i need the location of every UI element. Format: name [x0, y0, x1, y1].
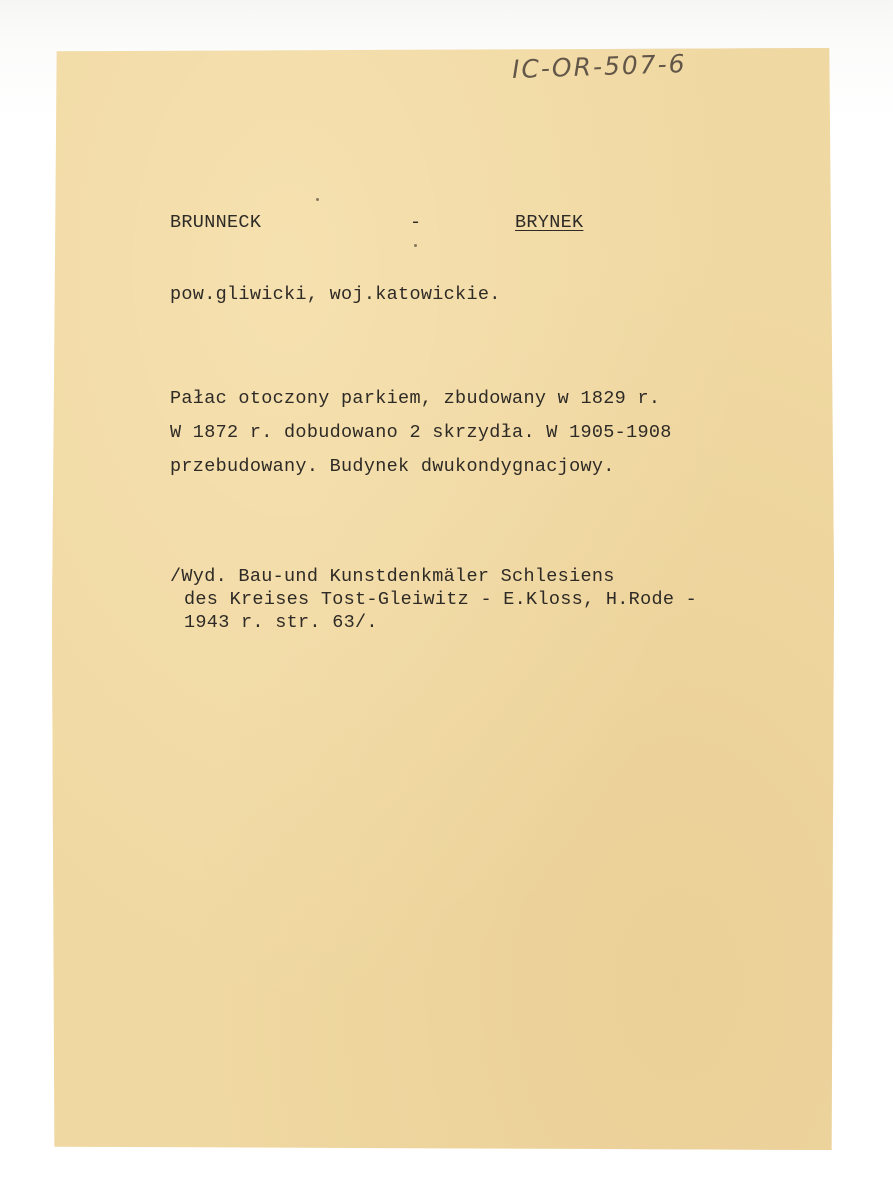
description-line: Pałac otoczony parkiem, zbudowany w 1829 r.	[170, 388, 661, 409]
source-line: 1943 r. str. 63/.	[184, 612, 378, 633]
description-line: W 1872 r. dobudowano 2 skrzydła. W 1905-1908	[170, 422, 672, 443]
heading-polish-name: BRYNEK	[515, 212, 584, 233]
heading-separator: -	[410, 212, 422, 233]
location-line: pow.gliwicki, woj.katowickie.	[170, 284, 501, 305]
ink-speck	[414, 244, 417, 247]
reference-number: IC-OR-507-6	[511, 48, 688, 85]
source-line: des Kreises Tost-Gleiwitz - E.Kloss, H.Rode -	[184, 589, 698, 610]
ink-speck	[316, 198, 319, 201]
source-line: /Wyd. Bau-und Kunstdenkmäler Schlesiens	[170, 566, 615, 587]
description-line: przebudowany. Budynek dwukondygnacjowy.	[170, 456, 615, 477]
heading-german-name: BRUNNECK	[170, 212, 262, 233]
